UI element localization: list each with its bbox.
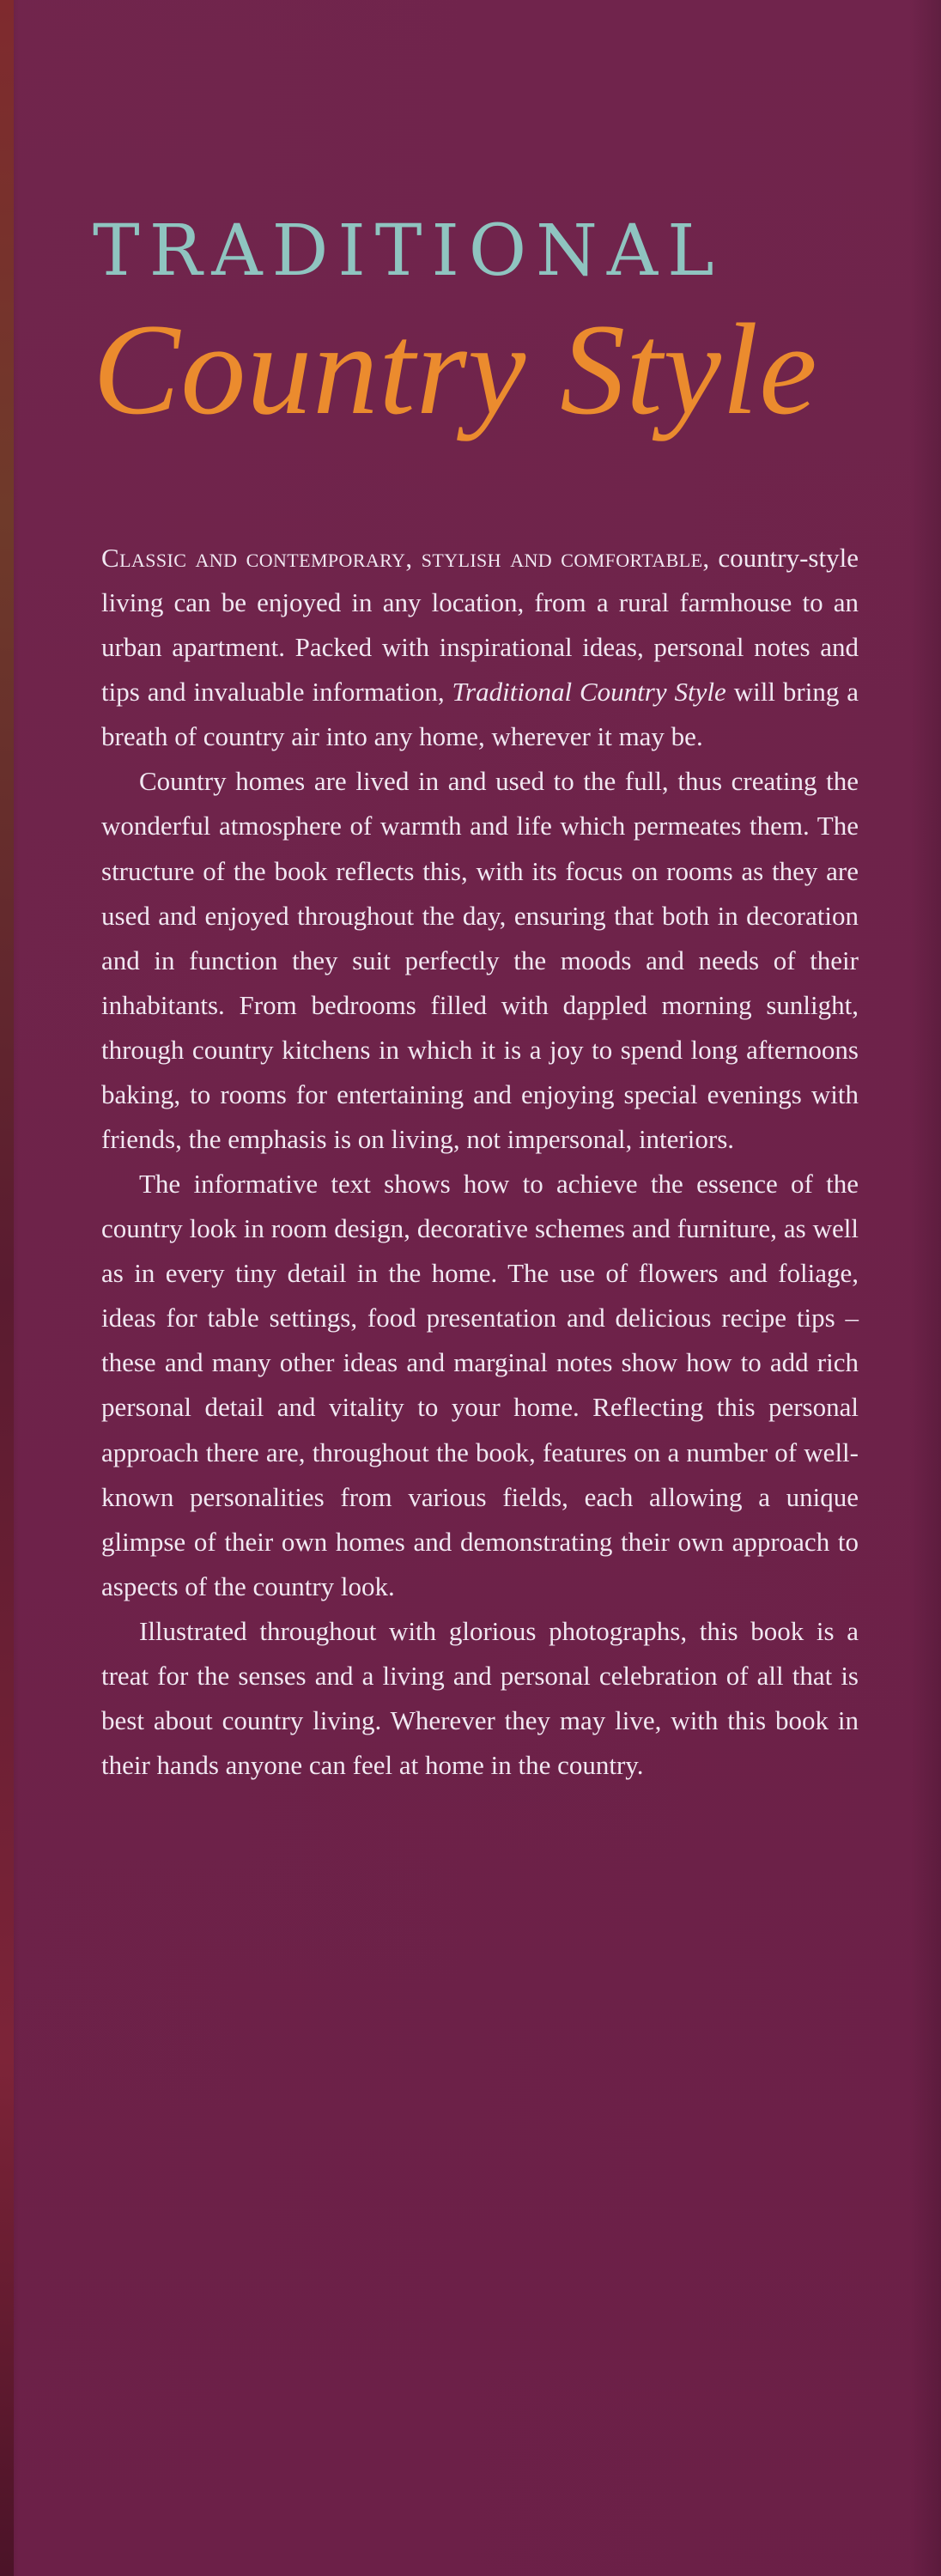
blurb-paragraph-1-text-2: will bring a breath of country air into any home, wherever it may be. [101, 677, 859, 752]
blurb-paragraph-2: Country homes are lived in and used to the full, thus creating the wonderful atmosphere of warmth and life which permeates them. The structure of the book reflects this, with its focus on rooms as they are used and enjoyed throughout the day, ensuring that both in decoration and in function they suit perfectly the moods and needs of their inhabitants. From bedrooms filled with dappled morning sunlight, through country kitchens in which it is a joy to spend long afternoons baking, to rooms for entertaining and enjoying special evenings with friends, the emphasis is on living, not impersonal, interiors. [101, 766, 859, 1155]
title-block [93, 210, 865, 441]
title-top: TRADITIONAL [93, 210, 724, 292]
book-title-italic: Traditional Country Style [452, 677, 726, 708]
blurb-paragraph-3: The informative text shows how to achieve the essence of the country look in room design, decorative schemes and furniture, as well as in every tiny detail in the home. The use of flowers and foliage, ideas for table settings, food presentation and delicious recipe tips – these and many other ideas and marginal notes show how to add rich personal detail and vitality to your home. Reflecting this personal approach there are, throughout the book, features on a number of well-known personalities from various fields, each allowing a unique glimpse of their own homes and demonstrating their own approach to aspects of the country look. [101, 1169, 859, 1601]
blurb-paragraph-1 [101, 536, 859, 759]
cover-blurb [101, 536, 859, 1788]
blurb-paragraph-4: Illustrated throughout with glorious photographs, this book is a treat for the senses and a living and personal celebration of all that is best about country living. Wherever they may live, with this book in their hands anyone can feel at home in the country. [101, 1615, 859, 1781]
blurb-lead-smallcaps: Classic and contemporary, stylish and comfortable, [101, 543, 710, 573]
left-edge-strip [0, 0, 14, 2576]
blurb-paragraph-1-text-1: country-style living can be enjoyed in any location, from a rural farmhouse to an urban apartment. Packed with inspirational ideas, personal notes and tips and invaluable information, [101, 543, 859, 708]
title-bottom: Country Style [93, 297, 818, 441]
